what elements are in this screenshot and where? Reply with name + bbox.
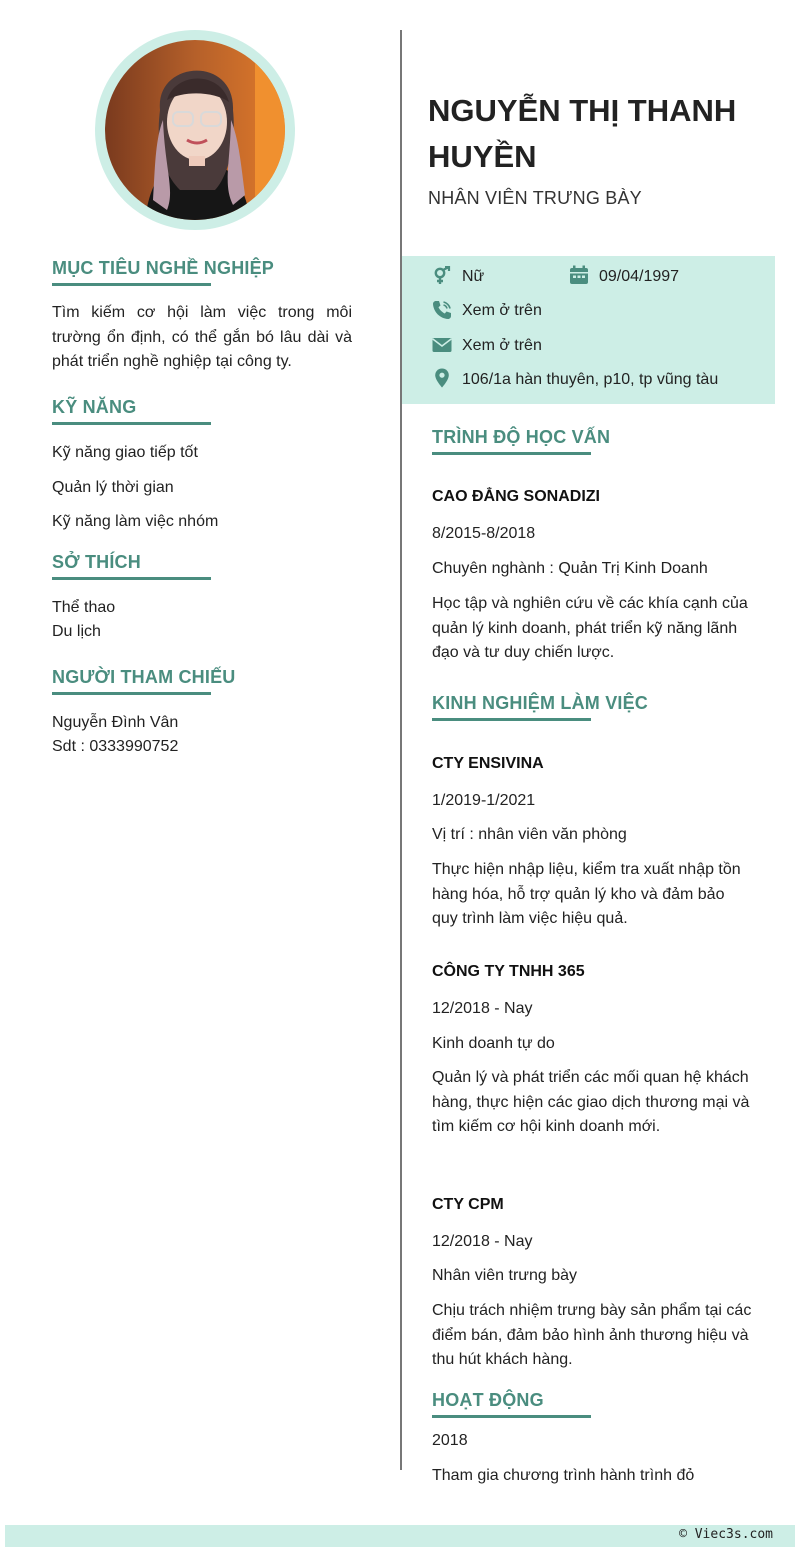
profile-position: NHÂN VIÊN TRƯNG BÀY xyxy=(428,188,642,208)
contact-birthday: 09/04/1997 xyxy=(599,268,680,285)
job-role: Nhân viên trưng bày xyxy=(432,1267,578,1284)
education-title: TRÌNH ĐỘ HỌC VẤN xyxy=(432,427,611,447)
activities-underline xyxy=(432,1415,591,1418)
reference-phone: Sdt : 0333990752 xyxy=(52,738,179,755)
references-title: NGƯỜI THAM CHIẾU xyxy=(52,667,236,687)
profile-name: NGUYỄN THỊ THANH HUYỀN xyxy=(428,93,737,174)
job-description: Thực hiện nhập liệu, kiểm tra xuất nhập tồn hàng hóa, hỗ trợ quản lý kho và đảm bảo quy trình làm việc hiệu quả. xyxy=(432,861,741,927)
footer-bar xyxy=(5,1525,795,1547)
job-description: Chịu trách nhiệm trưng bày sản phẩm tại các điểm bán, đảm bảo hình ảnh thương hiệu và thu hút khách hàng. xyxy=(432,1302,752,1368)
job-period: 1/2019-1/2021 xyxy=(432,792,536,809)
education-description: Học tập và nghiên cứu về các khía cạnh của quản lý kinh doanh, phát triển kỹ năng lãnh đạo và tư duy chiến lược. xyxy=(432,595,748,661)
education-period: 8/2015-8/2018 xyxy=(432,525,536,542)
avatar xyxy=(105,40,285,220)
contact-gender: Nữ xyxy=(462,268,485,285)
education-major: Chuyên nghành : Quản Trị Kinh Doanh xyxy=(432,560,708,577)
job-company: CTY ENSIVINA xyxy=(432,755,544,772)
hobbies-underline xyxy=(52,577,211,580)
objective-title: MỤC TIÊU NGHỀ NGHIỆP xyxy=(52,258,275,278)
hobby-item: Du lịch xyxy=(52,623,101,640)
hobby-item: Thể thao xyxy=(52,599,116,616)
job-company: CTY CPM xyxy=(432,1196,504,1213)
job-period: 12/2018 - Nay xyxy=(432,1233,533,1250)
job-description: Quản lý và phát triển các mối quan hệ khách hàng, thực hiện các giao dịch thương mại và tìm kiếm cơ hội kinh doanh mới. xyxy=(432,1069,750,1135)
activity-text: Tham gia chương trình hành trình đỏ xyxy=(432,1467,695,1484)
job-company: CÔNG TY TNHH 365 xyxy=(432,963,585,980)
activity-year: 2018 xyxy=(432,1432,468,1449)
contact-email: Xem ở trên xyxy=(462,337,542,354)
references-underline xyxy=(52,692,211,695)
avatar-photo xyxy=(105,40,285,220)
experience-title: KINH NGHIỆM LÀM VIỆC xyxy=(432,693,649,713)
phone-icon xyxy=(432,300,452,320)
objective-underline xyxy=(52,283,211,286)
objective-text: Tìm kiếm cơ hội làm việc trong môi trường ổn định, có thể gắn bó lâu dài và phát triển nghề nghiệp tại công ty. xyxy=(52,304,352,370)
job-role: Vị trí : nhân viên văn phòng xyxy=(432,826,627,843)
contact-phone: Xem ở trên xyxy=(462,302,542,319)
email-icon xyxy=(432,335,452,355)
reference-name: Nguyễn Đình Vân xyxy=(52,714,179,731)
footer-credit: © Viec3s.com xyxy=(679,1527,773,1542)
skill-item: Quản lý thời gian xyxy=(52,479,174,496)
gender-icon xyxy=(432,266,452,286)
experience-underline xyxy=(432,718,591,721)
job-role: Kinh doanh tự do xyxy=(432,1035,555,1052)
skill-item: Kỹ năng làm việc nhóm xyxy=(52,513,219,530)
education-underline xyxy=(432,452,591,455)
hobbies-title: SỞ THÍCH xyxy=(52,552,141,572)
skill-item: Kỹ năng giao tiếp tốt xyxy=(52,444,198,461)
education-school: CAO ĐẲNG SONADIZI xyxy=(432,488,600,505)
location-pin-icon xyxy=(432,368,452,388)
activities-title: HOẠT ĐỘNG xyxy=(432,1390,544,1410)
skills-underline xyxy=(52,422,211,425)
column-divider xyxy=(400,30,402,1470)
job-period: 12/2018 - Nay xyxy=(432,1000,533,1017)
calendar-icon xyxy=(569,265,589,285)
contact-address: 106/1a hàn thuyên, p10, tp vũng tàu xyxy=(462,371,719,388)
skills-title: KỸ NĂNG xyxy=(52,397,137,417)
